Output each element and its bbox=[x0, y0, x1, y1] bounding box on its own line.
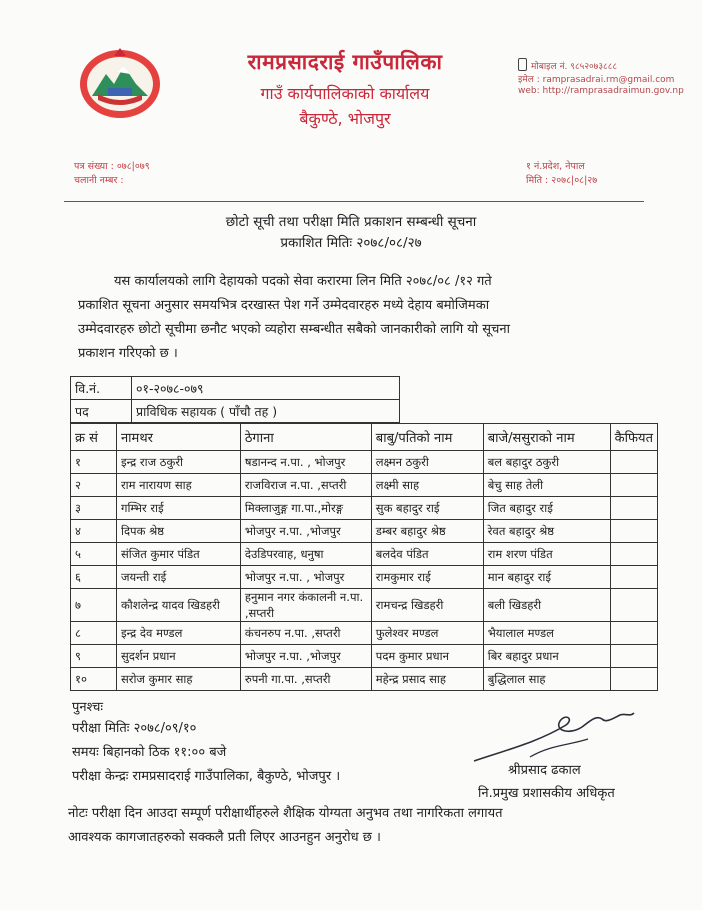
table-row bbox=[71, 589, 658, 622]
table-row bbox=[71, 668, 658, 691]
cell-name: दिपक श्रेष्ठ bbox=[116, 520, 240, 543]
body-line: प्रकाशित सूचना अनुसार समयभित्र दरखास्त पेश गर्ने उम्मेदवारहरु मध्ये देहाय बमोजिमका bbox=[78, 298, 490, 313]
cell-remarks bbox=[610, 622, 657, 645]
cell-serial: ६ bbox=[71, 566, 117, 589]
province-label: १ नं.प्रदेश, नेपाल bbox=[526, 161, 585, 172]
body-line: प्रकाशन गरिएको छ । bbox=[78, 346, 178, 361]
table-row bbox=[71, 497, 658, 520]
postscript-heading: पुनश्चः bbox=[72, 700, 104, 715]
ad-number: ०१-२०७८-०७९ bbox=[132, 377, 400, 400]
cell-name: राम नारायण साह bbox=[116, 474, 240, 497]
notice-body bbox=[78, 270, 660, 366]
cell-remarks bbox=[610, 474, 657, 497]
cell-serial: १० bbox=[71, 668, 117, 691]
note-line: आवश्यक कागजातहरुको सक्कलै प्रती लिएर आउनहुन अनुरोध छ । bbox=[68, 830, 381, 845]
header-divider bbox=[64, 201, 644, 202]
cell-name: इन्द्र देव मण्डल bbox=[116, 622, 240, 645]
column-header: कैफियत bbox=[610, 424, 657, 451]
cell-name: जयन्ती राई bbox=[116, 566, 240, 589]
website: web: http://ramprasadraimun.gov.np bbox=[518, 86, 684, 96]
cell-father-name: सुक बहादुर राई bbox=[371, 497, 483, 520]
exam-time: समयः बिहानको ठिक ११:०० बजे bbox=[72, 745, 227, 760]
column-header: बाबु/पतिको नाम bbox=[371, 424, 483, 451]
cell-father-name: लक्ष्मन ठकुरी bbox=[371, 451, 483, 474]
candidates-table bbox=[70, 423, 658, 691]
table-row bbox=[71, 451, 658, 474]
table-row bbox=[71, 520, 658, 543]
cell-father-name: महेन्द्र प्रसाद साह bbox=[371, 668, 483, 691]
signatory-designation: नि.प्रमुख प्रशासकीय अधिकृत bbox=[478, 786, 615, 801]
dispatch-number: चलानी नम्बर : bbox=[74, 175, 124, 186]
cell-address: रुपनी गा.पा. ,सप्तरी bbox=[240, 668, 371, 691]
table-row bbox=[71, 543, 658, 566]
cell-grandfather-name: मान बहादुर राई bbox=[483, 566, 610, 589]
cell-remarks bbox=[610, 497, 657, 520]
cell-father-name: रामचन्द्र खिडहरी bbox=[371, 589, 483, 622]
cell-address: मिक्लाजुङ्ग गा.पा.,मोरङ्ग bbox=[240, 497, 371, 520]
cell-grandfather-name: बली खिडहरी bbox=[483, 589, 610, 622]
table-row bbox=[71, 566, 658, 589]
cell-grandfather-name: राम शरण पंडित bbox=[483, 543, 610, 566]
cell-address: भोजपुर न.पा. ,भोजपुर bbox=[240, 520, 371, 543]
cell-serial: ८ bbox=[71, 622, 117, 645]
exam-center: परीक्षा केन्द्रः रामप्रसादराई गाउँपालिका, बैकुण्ठे, भोजपुर । bbox=[72, 769, 341, 784]
cell-name: सुदर्शन प्रधान bbox=[116, 645, 240, 668]
office-name: गाउँ कार्यपालिकाको कार्यालय bbox=[260, 84, 430, 103]
exam-date: परीक्षा मितिः २०७८/०९/१० bbox=[72, 721, 197, 736]
cell-grandfather-name: बल बहादुर ठकुरी bbox=[483, 451, 610, 474]
cell-name: संजित कुमार पंडित bbox=[116, 543, 240, 566]
cell-name: कौशलेन्द्र यादव खिडहरी bbox=[116, 589, 240, 622]
cell-remarks bbox=[610, 645, 657, 668]
column-header: बाजे/ससुराको नाम bbox=[483, 424, 610, 451]
cell-serial: ३ bbox=[71, 497, 117, 520]
cell-father-name: रामकुमार राई bbox=[371, 566, 483, 589]
cell-father-name: पदम कुमार प्रधान bbox=[371, 645, 483, 668]
cell-grandfather-name: बिर बहादुर प्रधान bbox=[483, 645, 610, 668]
email-address: इमेल : ramprasadrai.rm@gmail.com bbox=[518, 75, 675, 85]
cell-serial: २ bbox=[71, 474, 117, 497]
cell-grandfather-name: बुद्धिलाल साह bbox=[483, 668, 610, 691]
office-location: बैकुण्ठे, भोजपुर bbox=[299, 109, 391, 128]
cell-grandfather-name: जित बहादुर राई bbox=[483, 497, 610, 520]
cell-address: राजविराज न.पा. ,सप्तरी bbox=[240, 474, 371, 497]
ad-number-label: वि.नं. bbox=[71, 377, 132, 400]
phone-icon bbox=[518, 58, 527, 71]
table-row bbox=[71, 474, 658, 497]
cell-serial: १ bbox=[71, 451, 117, 474]
cell-father-name: बलदेव पंडित bbox=[371, 543, 483, 566]
cell-address: देउडिपरवाह, धनुषा bbox=[240, 543, 371, 566]
cell-grandfather-name: भैयालाल मण्डल bbox=[483, 622, 610, 645]
cell-remarks bbox=[610, 566, 657, 589]
cell-address: भोजपुर न.पा. ,भोजपुर bbox=[240, 645, 371, 668]
cell-serial: ५ bbox=[71, 543, 117, 566]
cell-name: इन्द्र राज ठकुरी bbox=[116, 451, 240, 474]
cell-father-name: फुलेश्वर मण्डल bbox=[371, 622, 483, 645]
table-row bbox=[71, 622, 658, 645]
cell-father-name: लक्ष्मी साह bbox=[371, 474, 483, 497]
cell-father-name: डम्बर बहादुर श्रेष्ठ bbox=[371, 520, 483, 543]
cell-serial: ७ bbox=[71, 589, 117, 622]
cell-address: भोजपुर न.पा. , भोजपुर bbox=[240, 566, 371, 589]
cell-serial: ९ bbox=[71, 645, 117, 668]
cell-remarks bbox=[610, 589, 657, 622]
footer-note bbox=[68, 802, 658, 850]
signature-scribble bbox=[470, 705, 640, 765]
municipality-name: रामप्रसादराई गाउँपालिका bbox=[247, 50, 443, 74]
signatory-name: श्रीप्रसाद ढकाल bbox=[508, 763, 581, 778]
phone-number: मोबाइल नं. ९८५२०७३८८८ bbox=[518, 58, 617, 72]
cell-remarks bbox=[610, 520, 657, 543]
cell-name: गम्भिर राई bbox=[116, 497, 240, 520]
note-line: नोटः परीक्षा दिन आउदा सम्पूर्ण परीक्षार्थीहरुले शैक्षिक योग्यता अनुभव तथा नागरिकता लगायत bbox=[68, 806, 503, 821]
cell-remarks bbox=[610, 668, 657, 691]
post-name: प्राविधिक सहायक ( पाँचौ तह ) bbox=[132, 400, 400, 423]
post-label: पद bbox=[71, 400, 132, 423]
column-header: ठेगाना bbox=[240, 424, 371, 451]
cell-name: सरोज कुमार साह bbox=[116, 668, 240, 691]
published-date: प्रकाशित मितिः २०७८/०८/२७ bbox=[280, 235, 422, 251]
cell-grandfather-name: रेवत बहादुर श्रेष्ठ bbox=[483, 520, 610, 543]
letter-number: पत्र संख्या : ०७८|०७९ bbox=[74, 161, 150, 172]
cell-grandfather-name: बेचु साह तेली bbox=[483, 474, 610, 497]
cell-address: षडानन्द न.पा. , भोजपुर bbox=[240, 451, 371, 474]
nepal-emblem-icon bbox=[78, 44, 162, 120]
column-header: नामथर bbox=[116, 424, 240, 451]
cell-remarks bbox=[610, 543, 657, 566]
cell-address: हनुमान नगर कंकालनी न.पा. ,सप्तरी bbox=[240, 589, 371, 622]
table-header-row bbox=[71, 424, 658, 451]
cell-serial: ४ bbox=[71, 520, 117, 543]
issue-date: मिति : २०७८|०८|२७ bbox=[526, 175, 598, 186]
cell-remarks bbox=[610, 451, 657, 474]
body-line: उम्मेदवारहरु छोटो सूचीमा छनौट भएको व्यहोरा सम्बन्धीत सबैको जानकारीको लागि यो सूचना bbox=[78, 322, 510, 337]
column-header: क्र सं bbox=[71, 424, 117, 451]
table-row bbox=[71, 645, 658, 668]
cell-address: कंचनरुप न.पा. ,सप्तरी bbox=[240, 622, 371, 645]
notice-title: छोटो सूची तथा परीक्षा मिति प्रकाशन सम्बन्धी सूचना bbox=[225, 214, 477, 230]
post-info-table bbox=[70, 376, 400, 423]
body-line: यस कार्यालयको लागि देहायको पदको सेवा करारमा लिन मिति २०७८/०८ /१२ गते bbox=[114, 274, 492, 289]
